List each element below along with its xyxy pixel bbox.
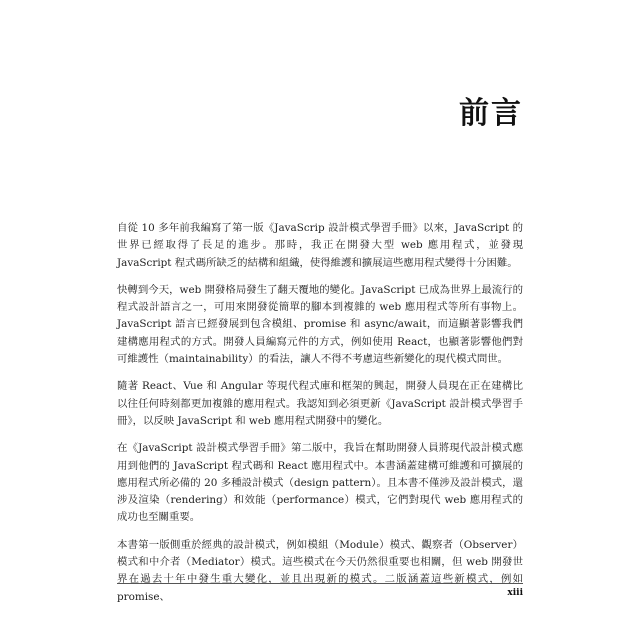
paragraph: 在《JavaScript 設計模式學習手冊》第二版中，我旨在幫助開發人員將現代設計模式應用到他們的 JavaScript 程式碼和 React 應用程式中。本書涵蓋建構可維護和可擴展的應用程式所必備的 20 多種設計模式（design pattern）。且本書不僅涉及設計模式，還涉及渲染（rendering）和效能（performance）模式，它們對現代 web 應用程式的成功也至關重要。: [117, 442, 523, 524]
body-text: [117, 220, 523, 616]
paragraph: 自從 10 多年前我編寫了第一版《JavaScrip 設計模式學習手冊》以來，JavaScript 的世界已經取得了長足的進步。那時，我正在開發大型 web 應用程式，並發現 JavaScript 程式碼所缺乏的結構和組織，使得維護和擴展這些應用程式變得十分困難。: [117, 222, 523, 269]
chapter-title: 前言: [459, 96, 523, 131]
paragraph: 本書第一版側重於經典的設計模式，例如模組（Module）模式、觀察者（Observer）模式和中介者（Mediator）模式。這些模式在今天仍然很重要也相關，但 web 開發世界在過去十年中發生重大變化，並且出現新的模式。二版涵蓋這些新模式，例如 promise、: [117, 538, 523, 603]
paragraph: 隨著 React、Vue 和 Angular 等現代程式庫和框架的興起，開發人員現在正在建構比以往任何時刻都更加複雜的應用程式。我認知到必須更新《JavaScript 設計模式學習手冊》，以反映 JavaScript 和 web 應用程式開發中的變化。: [117, 380, 523, 427]
page-number: xiii: [507, 588, 523, 598]
footer-divider: [117, 583, 523, 584]
paragraph: 快轉到今天，web 開發格局發生了翻天覆地的變化。JavaScript 已成為世界上最流行的程式設計語言之一，可用來開發從簡單的腳本到複雜的 web 應用程式等所有事物上。JavaScript 語言已經發展到包含模組、promise 和 async/await，而這顯著影響我們建構應用程式的方式。開發人員編寫元件的方式，例如使用 React，也顯著影響他們對可維護性（maintainability）的看法，讓人不得不考慮這些新變化的現代模式問世。: [117, 283, 523, 366]
